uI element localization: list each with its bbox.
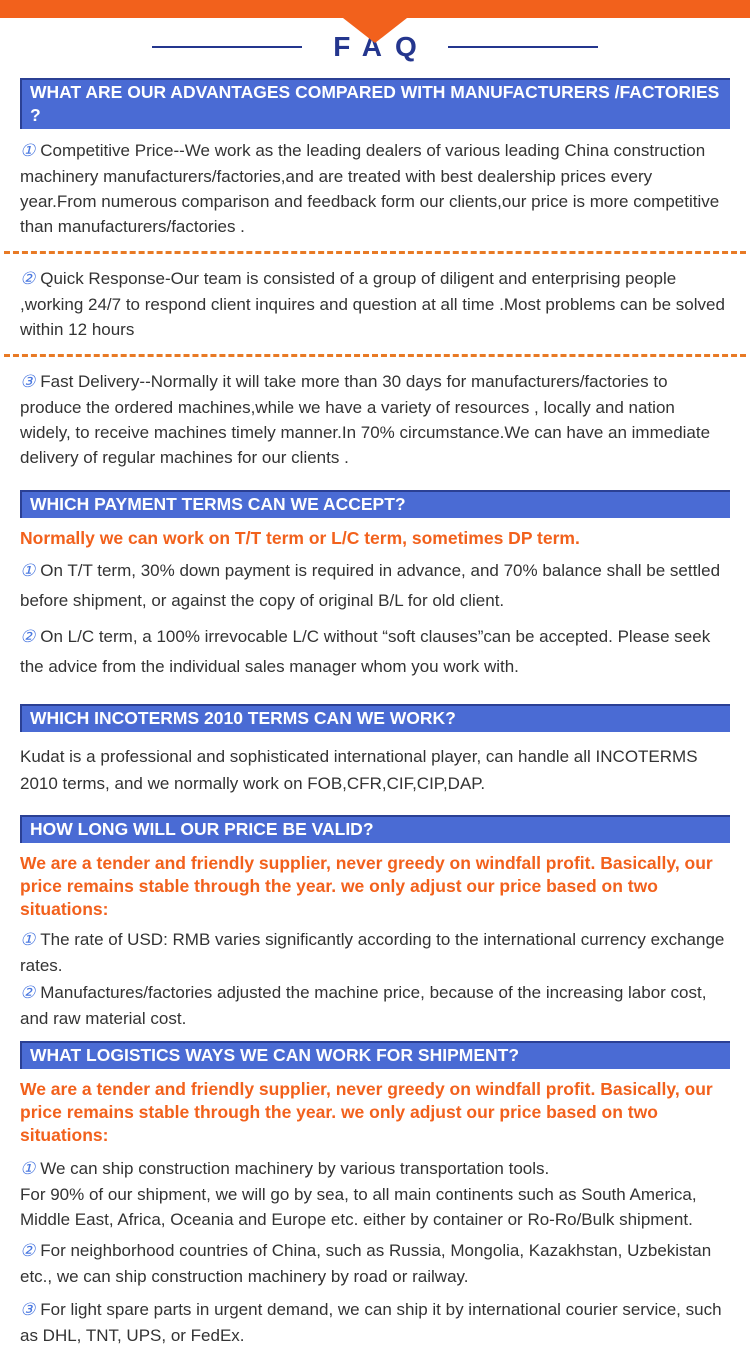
circled-number-marker: ③ [20, 372, 36, 392]
paragraph-text: Competitive Price--We work as the leading dealers of various leading China construction machinery manufacturers/factories,and are treated with best dealership prices every year.From numerous comparison and feedback form our clients,our price is more competitive than manufacturers/factories . [20, 141, 720, 236]
paragraph-text: We can ship construction machinery by various transportation tools. [40, 1159, 550, 1178]
highlight-note: Normally we can work on T/T term or L/C term, sometimes DP term. [20, 528, 580, 548]
faq-rule-left [152, 46, 302, 48]
faq-paragraph [20, 266, 730, 342]
section-payment-terms [20, 490, 730, 682]
faq-paragraph [20, 369, 730, 470]
section-advantages [20, 78, 730, 470]
paragraph-text: Quick Response-Our team is consisted of a group of diligent and enterprising people ,working 24/7 to respond client inquires and question at all time .Most problems can be solved within 12 hours [20, 269, 725, 339]
paragraph-text: Kudat is a professional and sophisticated international player, can handle all INCOTERMS 2010 terms, and we normally work on FOB,CFR,CIF,CIP,DAP. [20, 747, 698, 793]
faq-paragraph [20, 743, 730, 797]
top-banner [0, 0, 750, 18]
circled-number-marker: ① [20, 930, 36, 950]
paragraph-text: For 90% of our shipment, we will go by sea, to all main continents such as South America, Middle East, Africa, Oceania and Europe etc. either by container or Ro-Ro/Bulk shipment. [20, 1185, 697, 1229]
faq-paragraph [20, 556, 730, 616]
section-logistics [20, 1041, 730, 1348]
paragraph-text: The rate of USD: RMB varies significantly according to the international currency exchange rates. [20, 930, 725, 975]
paragraph-text: For light spare parts in urgent demand, we can ship it by international courier service, such as DHL, TNT, UPS, or FedEx. [20, 1300, 722, 1345]
section-header: WHAT LOGISTICS WAYS WE CAN WORK FOR SHIPMENT? [20, 1041, 730, 1069]
paragraph-text: On L/C term, a 100% irrevocable L/C without “soft clauses”can be accepted. Please seek the advice from the individual sales manager whom you work with. [20, 627, 711, 676]
faq-rule-right [448, 46, 598, 48]
down-arrow-icon [343, 18, 407, 43]
section-header: WHICH PAYMENT TERMS CAN WE ACCEPT? [20, 490, 730, 518]
circled-number-marker: ① [20, 1159, 36, 1179]
highlight-note: We are a tender and friendly supplier, never greedy on windfall profit. Basically, our price remains stable through the year. we only adjust our price based on two situations: [20, 1079, 713, 1145]
page-title: FAQ [333, 31, 430, 62]
circled-number-marker: ① [20, 561, 36, 581]
circled-number-marker: ① [20, 141, 36, 161]
faq-paragraph [20, 138, 730, 239]
faq-paragraph [20, 1182, 730, 1232]
paragraph-text: Fast Delivery--Normally it will take more than 30 days for manufacturers/factories to produce the ordered machines,while we have a variety of resources , locally and nation widely, to receive machines timely manner.In 70% circumstance.We can have an immediate delivery of regular machines for our clients . [20, 372, 711, 467]
circled-number-marker: ② [20, 627, 36, 647]
section-incoterms [20, 704, 730, 797]
circled-number-marker: ② [20, 269, 36, 289]
faq-paragraph [20, 1297, 730, 1348]
section-price-validity [20, 815, 730, 1031]
faq-paragraph [20, 980, 730, 1031]
section-header: WHICH INCOTERMS 2010 TERMS CAN WE WORK? [20, 704, 730, 732]
section-header: WHAT ARE OUR ADVANTAGES COMPARED WITH MANUFACTURERS /FACTORIES ? [20, 78, 730, 129]
paragraph-text: On T/T term, 30% down payment is required in advance, and 70% balance shall be settled before shipment, or against the copy of original B/L for old client. [20, 561, 721, 610]
faq-paragraph [20, 927, 730, 978]
dashed-divider [4, 354, 746, 357]
faq-paragraph [20, 1238, 730, 1289]
circled-number-marker: ② [20, 983, 36, 1003]
paragraph-text: Manufactures/factories adjusted the machine price, because of the increasing labor cost, and raw material cost. [20, 983, 707, 1028]
circled-number-marker: ③ [20, 1300, 36, 1320]
dashed-divider [4, 251, 746, 254]
faq-paragraph [20, 1156, 730, 1182]
faq-paragraph [20, 622, 730, 682]
paragraph-text: For neighborhood countries of China, such as Russia, Mongolia, Kazakhstan, Uzbekistan etc., we can ship construction machinery by road or railway. [20, 1241, 712, 1286]
section-header: HOW LONG WILL OUR PRICE BE VALID? [20, 815, 730, 843]
highlight-note: We are a tender and friendly supplier, never greedy on windfall profit. Basically, our price remains stable through the year. we only adjust our price based on two situations: [20, 853, 713, 919]
circled-number-marker: ② [20, 1241, 36, 1261]
